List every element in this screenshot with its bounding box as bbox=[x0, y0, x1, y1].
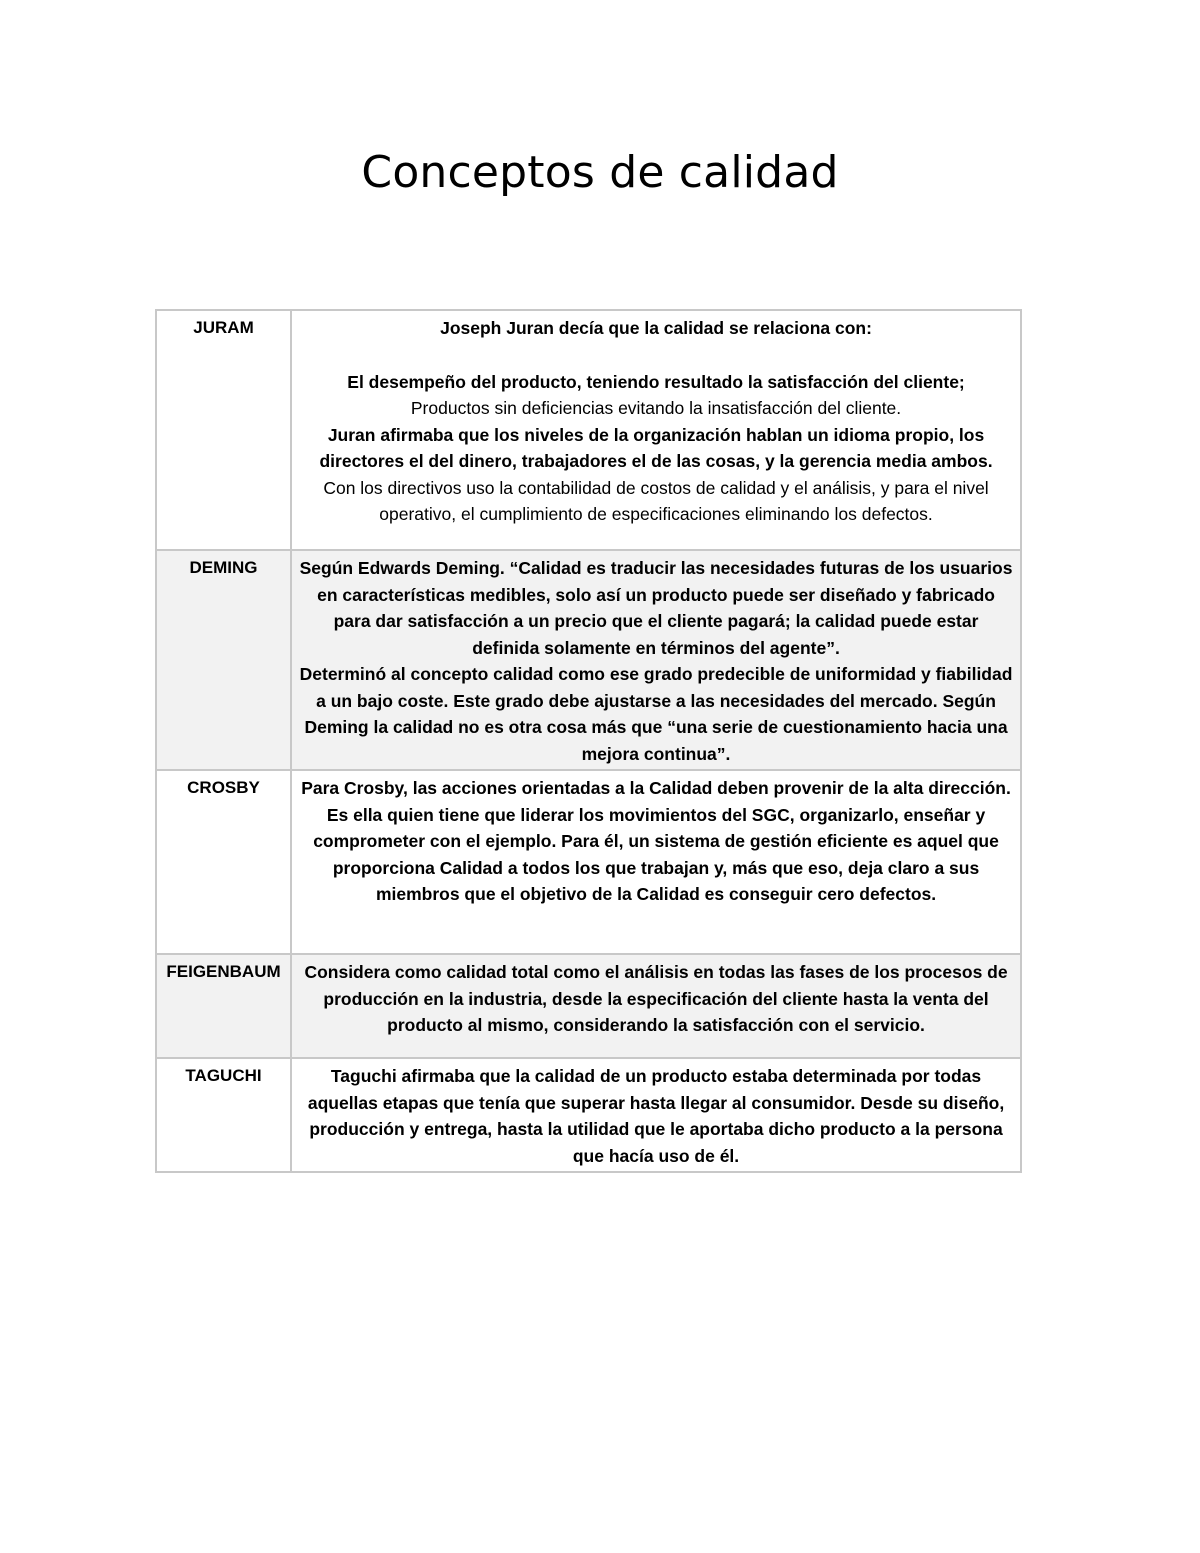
description-paragraph: Joseph Juran decía que la calidad se relaciona con: bbox=[440, 318, 872, 338]
description-paragraph: Considera como calidad total como el análisis en todas las fases de los procesos de producción en la industria, desde la especificación del cliente hasta la venta del producto al mismo, considerando la satisfacción con el servicio. bbox=[304, 962, 1008, 1035]
description-paragraph: Juran afirmaba que los niveles de la organización hablan un idioma propio, los directores el del dinero, trabajadores el de las cosas, y la gerencia media ambos. bbox=[319, 424, 993, 471]
table-row bbox=[156, 954, 1021, 1058]
paragraph-spacer bbox=[298, 342, 1014, 369]
description-paragraph: Con los directivos uso la contabilidad de costos de calidad y el análisis, y para el nivel operativo, el cumplimiento de especificaciones eliminando los defectos. bbox=[323, 477, 989, 524]
author-cell: DEMING bbox=[156, 550, 291, 770]
author-cell: JURAM bbox=[156, 310, 291, 550]
description-cell bbox=[291, 954, 1021, 1058]
page-title: Conceptos de calidad bbox=[361, 147, 839, 198]
description-paragraph: Productos sin deficiencias evitando la insatisfacción del cliente. bbox=[410, 398, 902, 418]
table-row bbox=[156, 550, 1021, 770]
table-row bbox=[156, 770, 1021, 954]
description-cell bbox=[291, 310, 1021, 550]
quality-concepts-table bbox=[155, 309, 1022, 1173]
table-row bbox=[156, 1058, 1021, 1172]
description-paragraph: Taguchi afirmaba que la calidad de un producto estaba determinada por todas aquellas etapas que tenía que superar hasta llegar al consumidor. Desde su diseño, producción y entrega, hasta la utilidad que le aportaba dicho producto a la persona que hacía uso de él. bbox=[307, 1066, 1005, 1166]
description-paragraph: Para Crosby, las acciones orientadas a la Calidad deben provenir de la alta dirección. Es ella quien tiene que liderar los movimientos del SGC, organizarlo, enseñar y comprometer con el ejemplo. Para él, un sistema de gestión eficiente es aquel que proporciona Calidad a todos los que trabajan y, más que eso, deja claro a sus miembros que el objetivo de la Calidad es conseguir cero defectos. bbox=[301, 778, 1011, 904]
author-cell: FEIGENBAUM bbox=[156, 954, 291, 1058]
description-paragraph: El desempeño del producto, teniendo resultado la satisfacción del cliente; bbox=[347, 371, 965, 392]
description-paragraph: Según Edwards Deming. “Calidad es traducir las necesidades futuras de los usuarios en características medibles, solo así un producto puede ser diseñado y fabricado para dar satisfacción a un precio que el cliente pagará; la calidad puede estar definida solamente en términos del agente”. bbox=[299, 558, 1013, 658]
description-cell bbox=[291, 1058, 1021, 1172]
author-cell: CROSBY bbox=[156, 770, 291, 954]
description-cell bbox=[291, 550, 1021, 770]
description-paragraph: Determinó al concepto calidad como ese grado predecible de uniformidad y fiabilidad a un bajo coste. Este grado debe ajustarse a las necesidades del mercado. Según Deming la calidad no es otra cosa más que “una serie de cuestionamiento hacia una mejora continua”. bbox=[299, 664, 1013, 764]
description-cell bbox=[291, 770, 1021, 954]
author-cell: TAGUCHI bbox=[156, 1058, 291, 1172]
table-row bbox=[156, 310, 1021, 550]
